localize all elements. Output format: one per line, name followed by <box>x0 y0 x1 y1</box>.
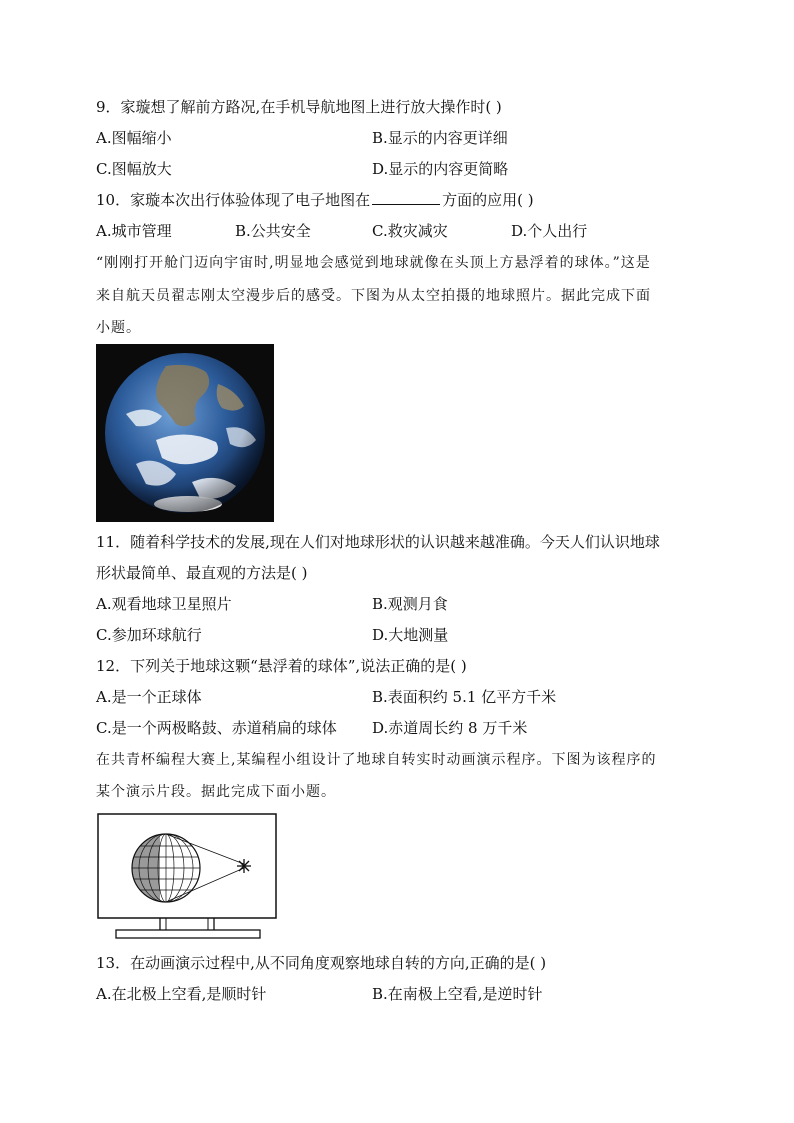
q10-stem <box>96 190 534 210</box>
passage2-line-2: 某个演示片段。据此完成下面小题。 <box>96 784 336 800</box>
passage1-line-1: “刚刚打开舱门迈向宇宙时,明显地会感觉到地球就像在头顶上方悬浮着的球体。”这是 <box>96 255 651 271</box>
q13-option-b: B.在南极上空看,是逆时针 <box>372 985 543 1003</box>
q9-option-b: B.显示的内容更详细 <box>372 129 508 147</box>
q13-stem: 13．在动画演示过程中,从不同角度观察地球自转的方向,正确的是( ) <box>96 954 547 972</box>
passage1-line-3: 小题。 <box>96 320 141 336</box>
q12-option-a: A.是一个正球体 <box>96 688 202 706</box>
q11-stem-line-1: 11．随着科学技术的发展,现在人们对地球形状的认识越来越准确。今天人们认识地球 <box>96 533 660 551</box>
globe <box>132 834 200 902</box>
monitor-base <box>116 930 260 938</box>
q12-option-c: C.是一个两极略鼓、赤道稍扁的球体 <box>96 719 337 737</box>
q10-option-b: B.公共安全 <box>235 222 311 240</box>
q11-option-d: D.大地测量 <box>372 626 449 644</box>
earth-shading <box>105 353 265 513</box>
q9-option-c: C.图幅放大 <box>96 160 172 178</box>
passage1-line-2: 来自航天员翟志刚太空漫步后的感受。下图为从太空拍摄的地球照片。据此完成下面 <box>96 288 651 304</box>
q10-option-a: A.城市管理 <box>96 222 172 240</box>
q9-option-d: D.显示的内容更简略 <box>372 160 509 178</box>
earth-photo <box>96 344 274 522</box>
q11-option-a: A.观看地球卫星照片 <box>96 595 232 613</box>
q9-option-a: A.图幅缩小 <box>96 129 172 147</box>
q13-option-a: A.在北极上空看,是顺时针 <box>96 985 267 1003</box>
q9-stem: 9．家璇想了解前方路况,在手机导航地图上进行放大操作时( ) <box>96 98 502 116</box>
q11-stem-line-2: 形状最简单、最直观的方法是( ) <box>96 564 308 582</box>
q11-option-b: B.观测月食 <box>372 595 448 613</box>
q10-blank <box>372 190 440 205</box>
sun-icon <box>237 859 251 873</box>
q10-stem-before: 10．家璇本次出行体验体现了电子地图在 <box>96 191 371 209</box>
passage2-line-1: 在共青杯编程大赛上,某编程小组设计了地球自转实时动画演示程序。下图为该程序的 <box>96 752 657 768</box>
q10-option-d: D.个人出行 <box>511 222 588 240</box>
q12-option-d: D.赤道周长约 8 万千米 <box>372 719 528 737</box>
program-figure <box>96 812 280 942</box>
q11-option-c: C.参加环球航行 <box>96 626 202 644</box>
q12-option-b: B.表面积约 5.1 亿平方千米 <box>372 688 557 706</box>
q12-stem: 12．下列关于地球这颗“悬浮着的球体”,说法正确的是( ) <box>96 657 467 675</box>
q10-option-c: C.救灾减灾 <box>372 222 448 240</box>
q10-stem-after: 方面的应用( ) <box>442 191 534 209</box>
